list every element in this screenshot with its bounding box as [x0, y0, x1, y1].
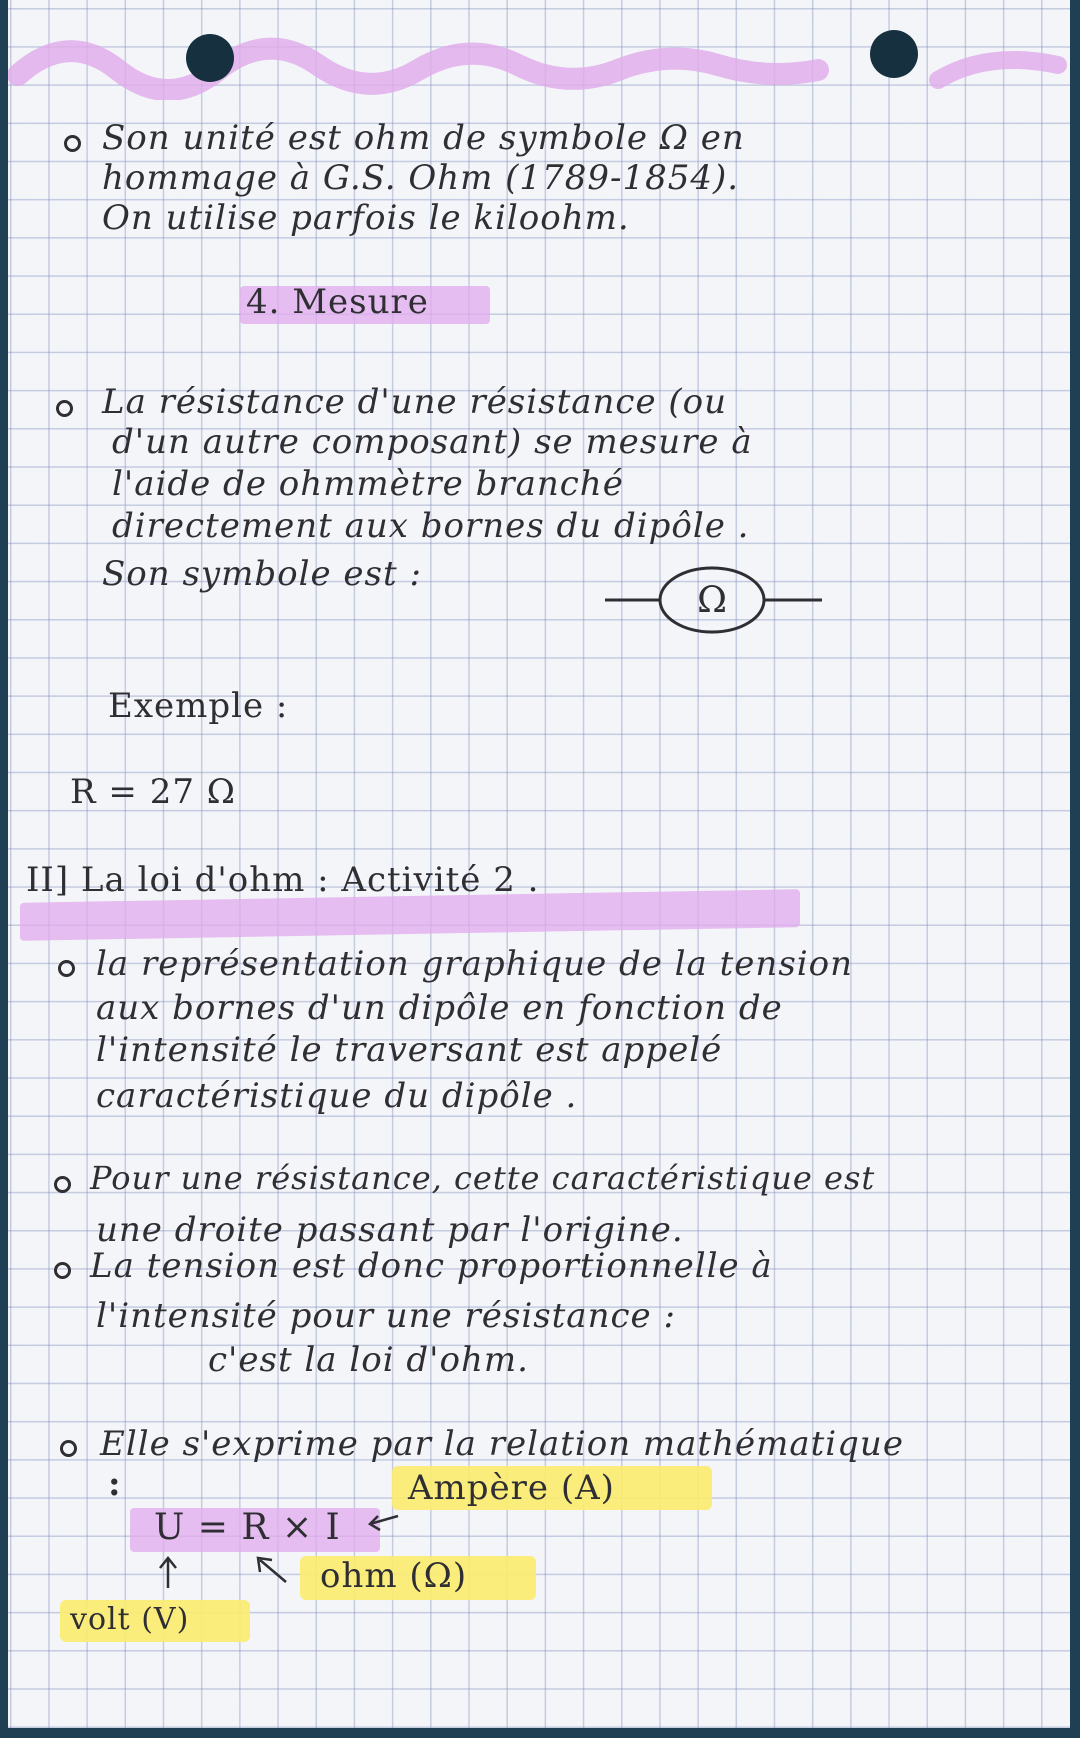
tension-line-2: l'intensité pour une résistance :: [96, 1296, 676, 1336]
bullet-icon: [64, 135, 81, 152]
header-line-1: Son unité est ohm de symbole Ω en: [102, 118, 745, 158]
header-line-3: On utilise parfois le kiloohm.: [102, 198, 630, 238]
volt-label: volt (V): [70, 1602, 190, 1637]
section2-title: II] La loi d'ohm : Activité 2 .: [26, 860, 540, 900]
tension-line-3: c'est la loi d'ohm.: [208, 1340, 529, 1380]
mesure-line-2: d'un autre composant) se mesure à: [112, 422, 753, 462]
tension-line-1: La tension est donc proportionnelle à: [90, 1246, 773, 1286]
example-value: R = 27 Ω: [70, 772, 236, 812]
mesure-line-3: l'aide de ohmmètre branché: [112, 464, 624, 504]
bullet-icon: [54, 1176, 71, 1193]
resistance-line-2: une droite passant par l'origine.: [96, 1210, 684, 1250]
ohmmeter-symbol-icon: [600, 560, 830, 640]
caract-line-4: caractéristique du dipôle .: [96, 1076, 578, 1116]
mesure-line-4: directement aux bornes du dipôle .: [112, 506, 750, 546]
ampere-label: Ampère (A): [408, 1468, 615, 1508]
relation-line: Elle s'exprime par la relation mathématique: [100, 1424, 904, 1464]
caract-line-2: aux bornes d'un dipôle en fonction de: [96, 988, 783, 1028]
caract-line-3: l'intensité le traversant est appelé: [96, 1030, 723, 1070]
bullet-icon: [60, 1440, 77, 1457]
binder-hole-left: [186, 34, 234, 82]
mesure-line-5: Son symbole est :: [102, 554, 422, 594]
header-line-2: hommage à G.S. Ohm (1789-1854).: [102, 158, 740, 198]
bullet-icon: [56, 400, 73, 417]
bullet-icon: [58, 960, 75, 977]
formula: U = R × I: [154, 1507, 341, 1548]
example-label: Exemple :: [108, 686, 289, 726]
notebook-page: [8, 0, 1070, 1728]
binder-hole-right: [870, 30, 918, 78]
bullet-icon: [54, 1262, 71, 1279]
caract-line-1: la représentation graphique de la tension: [96, 944, 854, 984]
resistance-line-1: Pour une résistance, cette caractéristique est: [90, 1159, 876, 1197]
ohm-label: ohm (Ω): [320, 1556, 468, 1596]
ohmmeter-symbol-glyph: Ω: [697, 580, 727, 621]
relation-colon: :: [108, 1464, 122, 1504]
section4-title: 4. Mesure: [246, 282, 429, 322]
mesure-line-1: La résistance d'une résistance (ou: [102, 382, 728, 422]
